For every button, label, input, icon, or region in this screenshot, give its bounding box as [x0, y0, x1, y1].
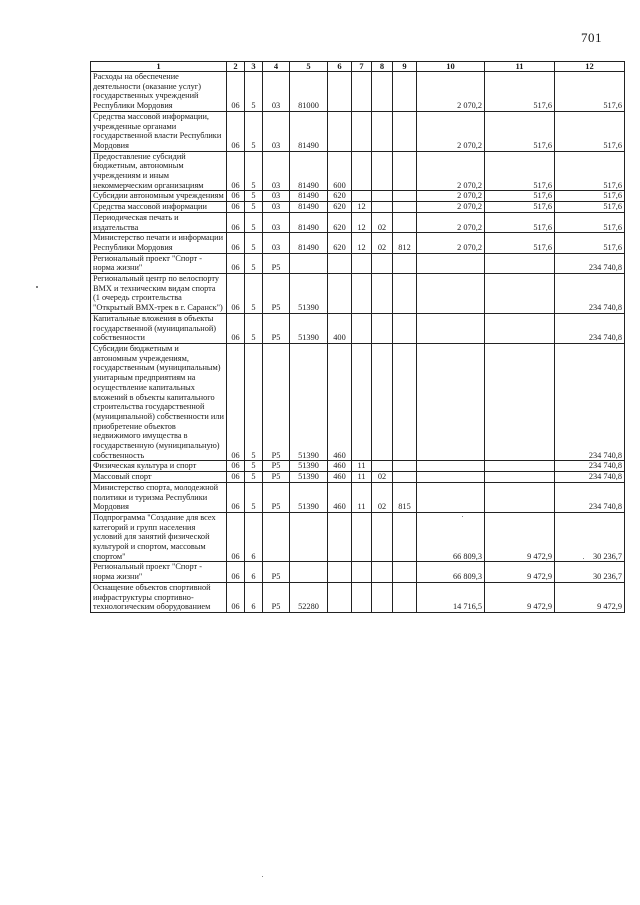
code-cell: P5 — [263, 313, 290, 343]
code-cell: P5 — [263, 461, 290, 472]
code-cell: P5 — [263, 562, 290, 582]
amount-cell — [417, 461, 485, 472]
code-cell — [393, 191, 417, 202]
code-cell: 02 — [372, 482, 393, 512]
amount-cell: 517,6 — [555, 202, 625, 213]
code-cell — [352, 72, 372, 112]
scan-speck — [462, 516, 463, 517]
amount-cell: 30 236,7 — [555, 562, 625, 582]
code-cell: 06 — [227, 482, 245, 512]
amount-cell — [417, 253, 485, 273]
table-row — [91, 313, 625, 343]
row-description: Региональный проект "Спорт - норма жизни" — [91, 253, 227, 273]
amount-cell — [485, 482, 555, 512]
code-cell — [290, 253, 328, 273]
code-cell: 06 — [227, 343, 245, 460]
code-cell: 02 — [372, 212, 393, 232]
code-cell: 460 — [328, 461, 352, 472]
amount-cell: 234 740,8 — [555, 253, 625, 273]
code-cell — [372, 111, 393, 151]
amount-cell: 2 070,2 — [417, 233, 485, 253]
code-cell: P5 — [263, 472, 290, 483]
code-cell: 06 — [227, 233, 245, 253]
code-cell: 5 — [245, 482, 263, 512]
code-cell: 815 — [393, 482, 417, 512]
amount-cell: 2 070,2 — [417, 151, 485, 191]
code-cell — [393, 343, 417, 460]
code-cell: 81000 — [290, 72, 328, 112]
amount-cell: 517,6 — [485, 233, 555, 253]
row-description: Предоставление субсидий бюджетным, автономным учреждениям и иным некоммерческим организациям — [91, 151, 227, 191]
code-cell: 06 — [227, 461, 245, 472]
code-cell — [328, 512, 352, 562]
amount-cell: 517,6 — [485, 202, 555, 213]
code-cell: 06 — [227, 512, 245, 562]
code-cell — [328, 72, 352, 112]
table-row — [91, 482, 625, 512]
code-cell: P5 — [263, 582, 290, 612]
scan-speck — [583, 558, 584, 559]
code-cell — [352, 313, 372, 343]
table-row — [91, 253, 625, 273]
code-cell: 12 — [352, 212, 372, 232]
row-description: Министерство печати и информации Республики Мордовия — [91, 233, 227, 253]
code-cell — [393, 512, 417, 562]
code-cell — [328, 274, 352, 314]
row-description: Подпрограмма "Создание для всех категорий и групп населения условий для занятий физической культурой и спортом, массовым спортом" — [91, 512, 227, 562]
code-cell: 620 — [328, 212, 352, 232]
amount-cell: 234 740,8 — [555, 343, 625, 460]
code-cell: 460 — [328, 482, 352, 512]
code-cell: 11 — [352, 482, 372, 512]
table-row — [91, 512, 625, 562]
code-cell: P5 — [263, 274, 290, 314]
table-row — [91, 582, 625, 612]
code-cell: 06 — [227, 472, 245, 483]
code-cell — [372, 191, 393, 202]
column-header: 1 — [91, 62, 227, 72]
code-cell: 5 — [245, 212, 263, 232]
amount-cell: 517,6 — [555, 151, 625, 191]
table-row — [91, 562, 625, 582]
code-cell: 06 — [227, 191, 245, 202]
amount-cell: 517,6 — [555, 212, 625, 232]
table-body — [91, 72, 625, 613]
amount-cell: 234 740,8 — [555, 313, 625, 343]
column-header: 3 — [245, 62, 263, 72]
amount-cell: 2 070,2 — [417, 111, 485, 151]
amount-cell: 517,6 — [485, 212, 555, 232]
column-header: 11 — [485, 62, 555, 72]
code-cell — [393, 562, 417, 582]
code-cell: 03 — [263, 191, 290, 202]
amount-cell: 234 740,8 — [555, 461, 625, 472]
code-cell: 02 — [372, 233, 393, 253]
table-row — [91, 111, 625, 151]
code-cell — [352, 343, 372, 460]
code-cell — [393, 72, 417, 112]
amount-cell — [485, 313, 555, 343]
amount-cell: 30 236,7 — [555, 512, 625, 562]
amount-cell: 2 070,2 — [417, 212, 485, 232]
code-cell — [263, 512, 290, 562]
code-cell — [372, 274, 393, 314]
code-cell — [372, 72, 393, 112]
table-row — [91, 202, 625, 213]
amount-cell: 517,6 — [555, 72, 625, 112]
code-cell — [290, 562, 328, 582]
code-cell: 03 — [263, 202, 290, 213]
amount-cell: 234 740,8 — [555, 472, 625, 483]
code-cell: 5 — [245, 253, 263, 273]
amount-cell: 517,6 — [555, 111, 625, 151]
code-cell: 812 — [393, 233, 417, 253]
amount-cell: 517,6 — [485, 191, 555, 202]
table-row — [91, 472, 625, 483]
code-cell — [393, 461, 417, 472]
row-description: Периодическая печать и издательства — [91, 212, 227, 232]
row-description: Расходы на обеспечение деятельности (оказание услуг) государственных учреждений Республики Мордовия — [91, 72, 227, 112]
row-description: Субсидии автономным учреждениям — [91, 191, 227, 202]
table-row — [91, 212, 625, 232]
amount-cell: 2 070,2 — [417, 202, 485, 213]
row-description: Средства массовой информации, учрежденные органами государственной власти Республики Мордовия — [91, 111, 227, 151]
amount-cell — [485, 461, 555, 472]
code-cell — [352, 111, 372, 151]
code-cell: 03 — [263, 72, 290, 112]
code-cell: 81490 — [290, 191, 328, 202]
code-cell: 5 — [245, 274, 263, 314]
code-cell: 03 — [263, 111, 290, 151]
row-description: Министерство спорта, молодежной политики и туризма Республики Мордовия — [91, 482, 227, 512]
amount-cell: 14 716,5 — [417, 582, 485, 612]
amount-cell — [417, 343, 485, 460]
code-cell — [393, 151, 417, 191]
code-cell — [328, 582, 352, 612]
code-cell: 51390 — [290, 313, 328, 343]
amount-cell: 2 070,2 — [417, 191, 485, 202]
amount-cell: 234 740,8 — [555, 482, 625, 512]
code-cell: 12 — [352, 233, 372, 253]
code-cell: 52280 — [290, 582, 328, 612]
table-header-row — [91, 62, 625, 72]
code-cell: 6 — [245, 512, 263, 562]
code-cell: 5 — [245, 461, 263, 472]
amount-cell: 517,6 — [555, 191, 625, 202]
page-number: 701 — [581, 30, 602, 45]
row-description: Физическая культура и спорт — [91, 461, 227, 472]
amount-cell — [417, 472, 485, 483]
code-cell — [328, 111, 352, 151]
column-header: 4 — [263, 62, 290, 72]
code-cell: 400 — [328, 313, 352, 343]
code-cell — [393, 202, 417, 213]
column-header: 9 — [393, 62, 417, 72]
code-cell: 5 — [245, 151, 263, 191]
code-cell — [372, 253, 393, 273]
code-cell: 02 — [372, 472, 393, 483]
code-cell: 12 — [352, 202, 372, 213]
code-cell: 11 — [352, 461, 372, 472]
code-cell — [328, 253, 352, 273]
table-row — [91, 461, 625, 472]
amount-cell: 9 472,9 — [485, 582, 555, 612]
row-description: Региональный проект "Спорт - норма жизни" — [91, 562, 227, 582]
code-cell: 06 — [227, 313, 245, 343]
table-row — [91, 191, 625, 202]
code-cell — [393, 274, 417, 314]
code-cell: 5 — [245, 72, 263, 112]
column-header: 2 — [227, 62, 245, 72]
table-row — [91, 343, 625, 460]
code-cell — [372, 151, 393, 191]
code-cell: 81490 — [290, 212, 328, 232]
code-cell: 51390 — [290, 461, 328, 472]
code-cell: 5 — [245, 111, 263, 151]
code-cell — [352, 512, 372, 562]
code-cell: 51390 — [290, 343, 328, 460]
code-cell — [372, 202, 393, 213]
column-header: 8 — [372, 62, 393, 72]
code-cell: P5 — [263, 253, 290, 273]
code-cell: 51390 — [290, 274, 328, 314]
amount-cell: 66 809,3 — [417, 562, 485, 582]
row-description: Оснащение объектов спортивной инфраструктуры спортивно-технологическим оборудованием — [91, 582, 227, 612]
code-cell: 460 — [328, 472, 352, 483]
table-row — [91, 151, 625, 191]
budget-table — [90, 61, 625, 613]
code-cell: P5 — [263, 482, 290, 512]
code-cell: 51390 — [290, 472, 328, 483]
code-cell: 460 — [328, 343, 352, 460]
code-cell: 06 — [227, 274, 245, 314]
row-description: Региональный центр по велоспорту BMX и техническим видам спорта (1 очередь строительства "Открытый BMX-трек в г. Саранск") — [91, 274, 227, 314]
code-cell: P5 — [263, 343, 290, 460]
code-cell — [290, 512, 328, 562]
amount-cell — [485, 343, 555, 460]
row-description: Массовый спорт — [91, 472, 227, 483]
amount-cell: 517,6 — [485, 111, 555, 151]
code-cell — [393, 472, 417, 483]
code-cell: 03 — [263, 151, 290, 191]
code-cell — [328, 562, 352, 582]
code-cell: 06 — [227, 562, 245, 582]
code-cell — [372, 461, 393, 472]
code-cell: 03 — [263, 233, 290, 253]
amount-cell — [485, 274, 555, 314]
code-cell — [372, 582, 393, 612]
column-header: 12 — [555, 62, 625, 72]
column-header: 10 — [417, 62, 485, 72]
amount-cell: 9 472,9 — [485, 512, 555, 562]
code-cell: 600 — [328, 151, 352, 191]
code-cell: 06 — [227, 202, 245, 213]
code-cell — [352, 191, 372, 202]
code-cell — [352, 151, 372, 191]
column-header: 7 — [352, 62, 372, 72]
code-cell — [352, 274, 372, 314]
code-cell: 06 — [227, 582, 245, 612]
amount-cell: 2 070,2 — [417, 72, 485, 112]
amount-cell: 66 809,3 — [417, 512, 485, 562]
code-cell: 5 — [245, 472, 263, 483]
code-cell: 5 — [245, 343, 263, 460]
amount-cell: 517,6 — [485, 151, 555, 191]
row-description: Капитальные вложения в объекты государственной (муниципальной) собственности — [91, 313, 227, 343]
code-cell: 5 — [245, 191, 263, 202]
code-cell — [352, 562, 372, 582]
code-cell — [352, 582, 372, 612]
code-cell: 620 — [328, 202, 352, 213]
code-cell: 620 — [328, 233, 352, 253]
row-description: Средства массовой информации — [91, 202, 227, 213]
code-cell: 06 — [227, 212, 245, 232]
column-header: 5 — [290, 62, 328, 72]
code-cell: 06 — [227, 253, 245, 273]
code-cell — [393, 111, 417, 151]
code-cell: 11 — [352, 472, 372, 483]
amount-cell: 517,6 — [555, 233, 625, 253]
code-cell: 81490 — [290, 151, 328, 191]
code-cell: 620 — [328, 191, 352, 202]
amount-cell: 9 472,9 — [555, 582, 625, 612]
code-cell — [393, 212, 417, 232]
amount-cell — [417, 274, 485, 314]
code-cell — [352, 253, 372, 273]
scan-speck — [262, 876, 263, 877]
amount-cell — [485, 253, 555, 273]
code-cell — [393, 253, 417, 273]
amount-cell — [485, 472, 555, 483]
code-cell: 06 — [227, 111, 245, 151]
code-cell: 06 — [227, 151, 245, 191]
amount-cell: 517,6 — [485, 72, 555, 112]
code-cell: 51390 — [290, 482, 328, 512]
code-cell: 5 — [245, 202, 263, 213]
table-row — [91, 274, 625, 314]
code-cell: 5 — [245, 313, 263, 343]
code-cell: 6 — [245, 582, 263, 612]
row-description: Субсидии бюджетным и автономным учреждениям, государственным (муниципальным) унитарным предприятиям на осуществление капитальных вложений в объекты капитального строительства государственной (муниципальной) собственности или приобретение объектов недвижимого имущества в государственную (муниципальную) собственность — [91, 343, 227, 460]
amount-cell — [417, 313, 485, 343]
code-cell — [372, 313, 393, 343]
column-header: 6 — [328, 62, 352, 72]
code-cell — [393, 313, 417, 343]
code-cell: 6 — [245, 562, 263, 582]
amount-cell — [417, 482, 485, 512]
code-cell: 81490 — [290, 111, 328, 151]
code-cell — [372, 562, 393, 582]
code-cell — [372, 512, 393, 562]
amount-cell: 234 740,8 — [555, 274, 625, 314]
code-cell: 03 — [263, 212, 290, 232]
code-cell: 5 — [245, 233, 263, 253]
scan-speck — [36, 286, 38, 288]
table-row — [91, 233, 625, 253]
code-cell — [393, 582, 417, 612]
code-cell: 81490 — [290, 233, 328, 253]
code-cell — [372, 343, 393, 460]
code-cell: 81490 — [290, 202, 328, 213]
amount-cell: 9 472,9 — [485, 562, 555, 582]
code-cell: 06 — [227, 72, 245, 112]
table-row — [91, 72, 625, 112]
